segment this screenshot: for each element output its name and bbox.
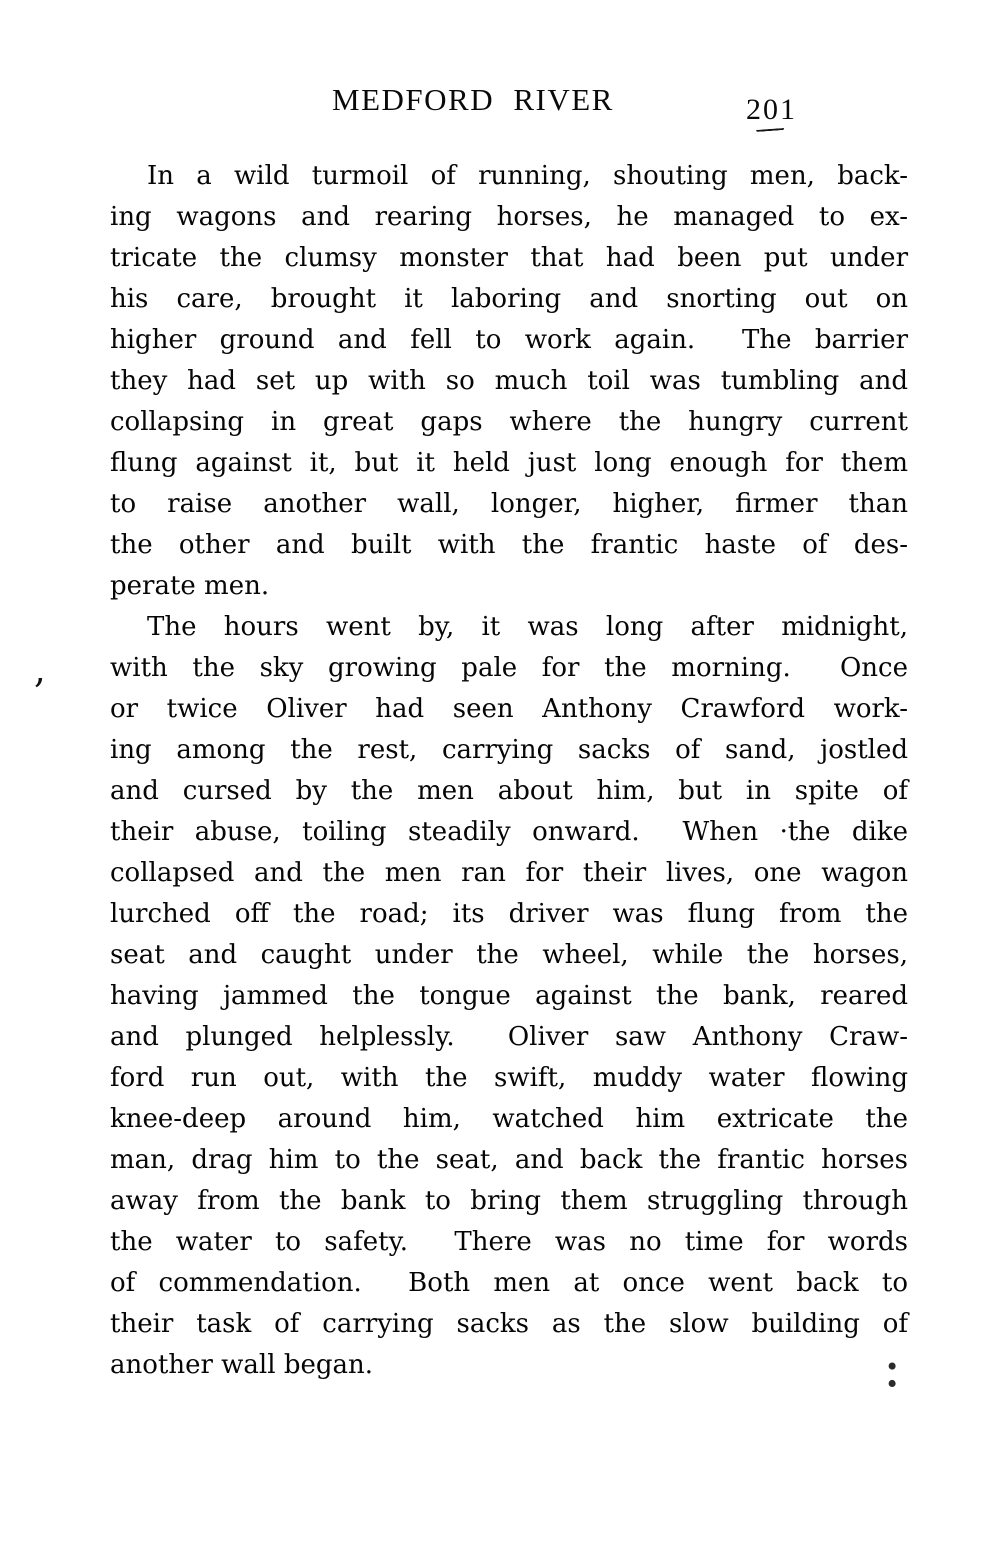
text-line: collapsed and the men ran for their lives, one wagon: [110, 858, 908, 888]
text-line: another wall began.: [110, 1350, 374, 1380]
text-line: higher ground and fell to work again. The barrier: [110, 325, 908, 355]
text-line: and cursed by the men about him, but in spite of: [110, 776, 908, 806]
page-number: 201: [746, 93, 797, 126]
text-line: flung against it, but it held just long enough for them: [110, 448, 908, 478]
running-header-title: MEDFORD RIVER: [332, 82, 614, 117]
text-line: ford run out, with the swift, muddy water flowing: [110, 1063, 908, 1093]
page-number-underline-mark: [756, 125, 784, 132]
text-line: ing among the rest, carrying sacks of sand, jostled: [110, 735, 908, 765]
text-line: of commendation. Both men at once went back to: [110, 1268, 908, 1298]
text-line: collapsing in great gaps where the hungry current: [110, 407, 908, 437]
text-line: In a wild turmoil of running, shouting men, back-: [147, 161, 908, 191]
text-line: tricate the clumsy monster that had been put under: [110, 243, 908, 273]
text-line: having jammed the tongue against the bank, reared: [110, 981, 908, 1011]
text-line: the other and built with the frantic haste of des-: [110, 530, 908, 560]
text-line: lurched off the road; its driver was flung from the: [110, 899, 908, 929]
text-line: and plunged helplessly. Oliver saw Anthony Craw-: [110, 1022, 908, 1052]
text-line: ing wagons and rearing horses, he managed to ex-: [110, 202, 908, 232]
text-line: man, drag him to the seat, and back the frantic horses: [110, 1145, 908, 1175]
text-line: or twice Oliver had seen Anthony Crawford work-: [110, 694, 908, 724]
paragraph: [110, 156, 908, 607]
text-line: his care, brought it laboring and snorting out on: [110, 284, 908, 314]
text-line: away from the bank to bring them struggling through: [110, 1186, 908, 1216]
text-line: to raise another wall, longer, higher, firmer than: [110, 489, 908, 519]
stray-comma-mark: ,: [34, 648, 46, 691]
text-line: they had set up with so much toil was tumbling and: [110, 366, 908, 396]
text-line: perate men.: [110, 571, 270, 601]
text-line: with the sky growing pale for the morning. Once: [110, 653, 908, 683]
text-line: The hours went by, it was long after midnight,: [147, 612, 908, 642]
text-line: their task of carrying sacks as the slow building of: [110, 1309, 908, 1339]
text-line: seat and caught under the wheel, while the horses,: [110, 940, 908, 970]
text-line: the water to safety. There was no time for words: [110, 1227, 908, 1257]
text-line: their abuse, toiling steadily onward. When ·the dike: [110, 817, 908, 847]
page-body: [110, 156, 908, 1386]
text-line: knee-deep around him, watched him extricate the: [110, 1104, 908, 1134]
paragraph: [110, 607, 908, 1386]
stray-colon-mark: :: [883, 1336, 902, 1399]
